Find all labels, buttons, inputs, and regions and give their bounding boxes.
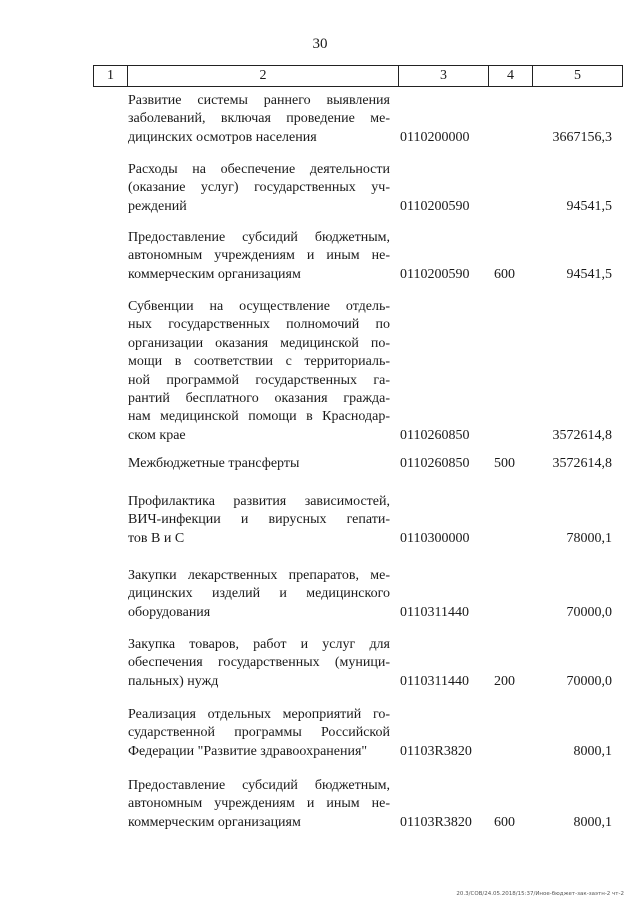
row-description — [128, 229, 390, 284]
row-description-line: дицинских изделий и медицинского — [128, 586, 390, 602]
row-description-line: мощи в соответствии с территориаль- — [128, 354, 390, 370]
row-description-line: реждений — [128, 198, 187, 214]
header-col-3: 3 — [399, 66, 489, 86]
row-description-line: Профилактика развития зависимостей, — [128, 494, 390, 509]
row-description-line: Субвенции на осуществление отдель- — [128, 299, 390, 314]
row-code: 0110300000 — [400, 530, 470, 546]
row-description-line: коммерческим организациям — [128, 814, 301, 830]
row-description-line: Федерации "Развитие здравоохранения" — [128, 743, 368, 759]
row-description-line: заболеваний, включая проведение ме- — [128, 111, 390, 127]
row-description-line: обеспечения государственных (муници- — [128, 655, 390, 671]
table-row — [128, 92, 620, 147]
row-description — [128, 455, 390, 473]
table-header — [93, 65, 623, 87]
row-amount: 3572614,8 — [552, 456, 612, 471]
header-col-5: 5 — [574, 68, 581, 83]
row-description-line: рантий бесплатного оказания гражда- — [128, 391, 390, 407]
row-description-line: Предоставление субсидий бюджетным, — [128, 230, 390, 245]
row-description-line: пальных) нужд — [128, 673, 219, 689]
table-row — [128, 567, 620, 622]
header-col-4: 4 — [489, 66, 533, 86]
row-amount: 8000,1 — [573, 743, 612, 759]
row-amount: 94541,5 — [566, 198, 612, 214]
row-type: 600 — [494, 266, 515, 282]
row-description-line: Расходы на обеспечение деятельности — [128, 162, 390, 177]
row-code: 01103R3820 — [400, 743, 472, 759]
row-description-line: ском крае — [128, 427, 186, 443]
row-type: 600 — [494, 814, 515, 830]
row-description-line: ной программой государственных га- — [128, 372, 390, 388]
row-code: 0110311440 — [400, 604, 469, 620]
row-code: 0110200590 — [400, 266, 470, 282]
row-description — [128, 777, 390, 832]
header-col-2: 2 — [128, 66, 399, 86]
footer-note: 20.3/СОВ/24.05.2018/15:37/Иное-бюджет-зак-заэтн-2 чт-2 — [456, 891, 624, 897]
table-row — [128, 493, 620, 548]
row-description — [128, 298, 390, 445]
header-col-1: 1 — [94, 66, 128, 86]
row-description — [128, 636, 390, 691]
table-row — [128, 298, 620, 445]
table-row — [128, 161, 620, 216]
row-description — [128, 92, 390, 147]
row-description-line: нам медицинской помощи в Краснодар- — [128, 409, 390, 425]
row-description-line: коммерческим организациям — [128, 266, 301, 282]
row-description-line: автономным учреждениям и иным не- — [128, 796, 390, 812]
row-description-line: Развитие системы раннего выявления — [128, 93, 390, 108]
row-description — [128, 567, 390, 622]
row-amount: 70000,0 — [566, 673, 612, 689]
row-description-line: автономным учреждениям и иным не- — [128, 248, 390, 264]
row-description-line: Межбюджетные трансферты — [128, 456, 300, 471]
row-amount: 3572614,8 — [552, 427, 612, 443]
row-description-line: (оказание услуг) государственных уч- — [128, 180, 390, 196]
row-description-line: ВИЧ-инфекции и вирусных гепати- — [128, 512, 390, 528]
row-description-line: Предоставление субсидий бюджетным, — [128, 778, 390, 793]
row-description-line: организации оказания медицинской по- — [128, 335, 390, 351]
row-amount: 78000,1 — [566, 530, 612, 546]
row-amount: 8000,1 — [573, 814, 612, 830]
row-description — [128, 493, 390, 548]
row-amount: 3667156,3 — [552, 129, 612, 145]
row-description-line: Закупки лекарственных препаратов, ме- — [128, 568, 390, 583]
row-description-line: сударственной программы Российской — [128, 725, 390, 741]
table-row — [128, 777, 620, 832]
row-amount: 70000,0 — [566, 604, 612, 620]
table-row — [128, 229, 620, 284]
row-description-line: тов В и С — [128, 530, 185, 546]
row-code: 0110200000 — [400, 129, 470, 145]
row-amount: 94541,5 — [566, 266, 612, 282]
row-description-line: ных государственных полномочий по — [128, 317, 390, 333]
row-type: 500 — [494, 456, 515, 471]
row-description-line: Закупка товаров, работ и услуг для — [128, 637, 390, 652]
table-row — [128, 706, 620, 761]
page-number: 30 — [312, 36, 328, 52]
row-type: 200 — [494, 673, 515, 689]
table-row — [128, 455, 620, 473]
row-description-line: дицинских осмотров населения — [128, 129, 317, 145]
row-description-line: Реализация отдельных мероприятий го- — [128, 707, 390, 722]
table-row — [128, 636, 620, 691]
row-description — [128, 706, 390, 761]
row-code: 0110311440 — [400, 673, 469, 689]
row-code: 01103R3820 — [400, 814, 472, 830]
row-description-line: оборудования — [128, 604, 211, 620]
row-code: 0110260850 — [400, 427, 470, 443]
row-code: 0110260850 — [400, 456, 470, 471]
row-code: 0110200590 — [400, 198, 470, 214]
row-description — [128, 161, 390, 216]
